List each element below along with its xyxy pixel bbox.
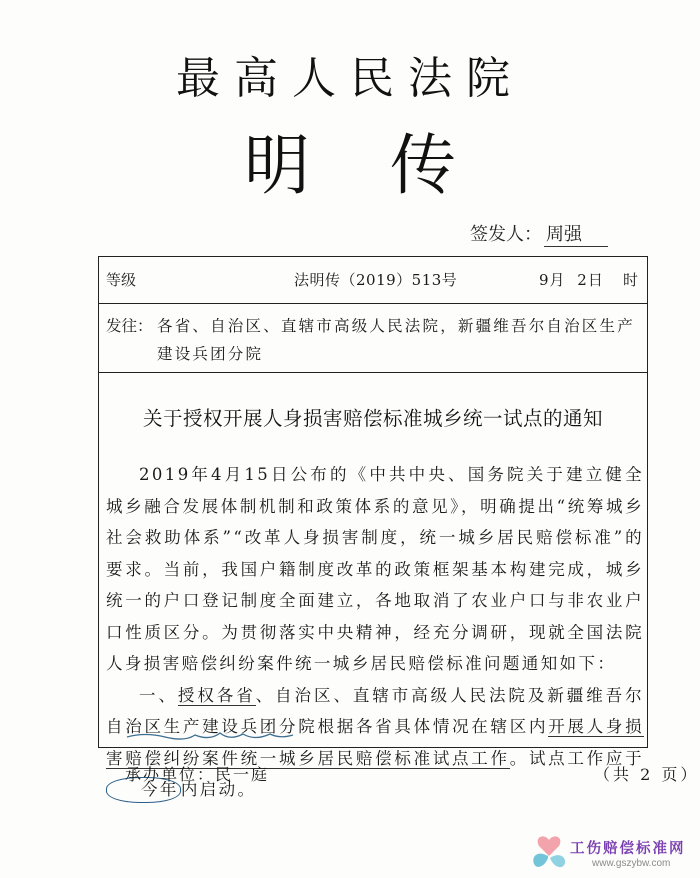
send-to-label: 发往： [106, 317, 153, 335]
underlined-text: 授权各省 [177, 685, 256, 705]
recipients-line-2: 建设兵团分院 [157, 345, 264, 363]
notice-title: 关于授权开展人身损害赔偿标准城乡统一试点的通知 [142, 407, 603, 430]
page-count: （共 2 页） [594, 765, 700, 784]
paragraph-text: 内启动。 [180, 780, 257, 799]
paragraph-text: 。试点工作应于 [509, 748, 644, 768]
recipients-row [99, 304, 647, 373]
underlined-text: 开展人身损害赔偿纠纷案件统一城乡居民赔偿标准试点工作 [106, 717, 645, 768]
circled-annotation: 今年 [106, 777, 181, 803]
site-watermark [530, 834, 695, 874]
handwritten-squiggle-mark [125, 729, 295, 743]
butterfly-heart-logo-icon [530, 834, 568, 874]
paragraph-text: 、自治区、直辖市高级人民法院及新疆维吾尔自治区生产建设兵团分院根据各省具体情况在辖区内 [106, 685, 644, 736]
item-number: 一、 [139, 685, 178, 705]
signer-field [470, 220, 608, 247]
form-header-row [99, 257, 647, 304]
watermark-url: www.gszybw.com [592, 858, 671, 869]
paragraph-1: 2019年4月15日公布的《中共中央、国务院关于建立健全城乡融合发展体制机制和政策体系的意见》，明确提出“统筹城乡社会救助体系”“改革人身损害制度，统一城乡居民赔偿标准”的要求。当前，我国户籍制度改革的政策框架基本构建完成，城乡统一的户口登记制度全面建立，各地取消了农业户口与非农业户口性质区分。为贯彻落实中央精神，经充分调研，现就全国法院人身损害赔偿纠纷案件统一城乡居民赔偿标准问题通知如下： [106, 465, 644, 673]
court-name: 最高人民法院 [176, 53, 524, 104]
signer-label: 签发人： [470, 224, 542, 245]
grade-label: 等级 [106, 271, 137, 289]
handling-unit: 承办单位：民一庭 [125, 765, 270, 784]
document-type: 明传 [244, 127, 536, 204]
hour-label: 时 [623, 271, 639, 289]
watermark-title: 工伤赔偿标准网 [570, 840, 686, 857]
document-date: 9月 2日 [539, 271, 604, 289]
notice-body [106, 459, 644, 806]
signer-name: 周强 [544, 220, 608, 247]
document-number: 法明传（2019）513号 [294, 271, 458, 289]
recipients-line-1: 各省、自治区、直辖市高级人民法院，新疆维吾尔自治区生产 [157, 317, 635, 335]
